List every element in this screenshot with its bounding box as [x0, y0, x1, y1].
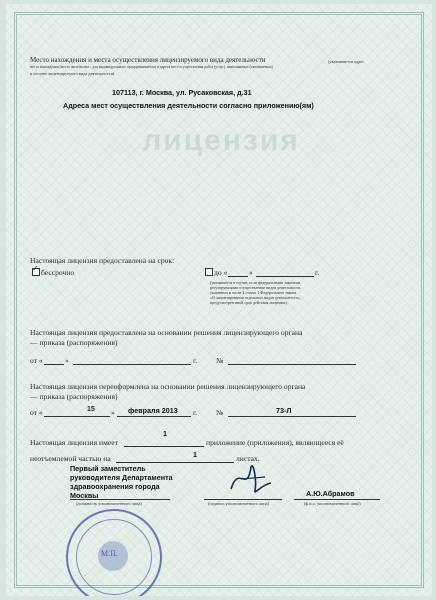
signatory-position-2: руководителя Департамента: [70, 473, 173, 482]
official-seal: [66, 509, 162, 596]
basis-number-label: №: [216, 356, 224, 365]
basis-from-close: »: [65, 356, 69, 365]
appendix-sheets-line: [116, 462, 234, 463]
license-page: [6, 4, 432, 596]
place-hint-1: (указываются адрес: [328, 59, 365, 64]
reissue-number-label: №: [216, 408, 224, 417]
mp-label: М.П.: [101, 549, 118, 558]
basis-number-line: [228, 364, 356, 365]
appendix-sheets: 1: [193, 450, 197, 459]
name-line: [294, 499, 380, 500]
reissue-label-1: Настоящая лицензия переоформлена на основании решения лицензирующего органа: [30, 382, 306, 391]
reissue-label-2: — приказа (распоряжения): [30, 392, 118, 401]
position-line: [70, 499, 170, 500]
basis-label-1: Настоящая лицензия предоставлена на основании решения лицензирующего органа: [30, 328, 303, 337]
basis-label-2: — приказа (распоряжения): [30, 338, 118, 347]
term-note: (указывается в случае, если федеральными законами, регулирующими осуществление видов деятельности, указанных в части 4 статьи 1 Федерального закона «О лицензировании отдельных видов деятельности», предусмотрен иной срок действия лицензии): [210, 280, 302, 305]
address: 107113, г. Москва, ул. Русаковская, д.31: [112, 88, 252, 97]
signatory-position-3: здравоохранения города: [70, 482, 160, 491]
signatory-name: А.Ю.Абрамов: [306, 489, 355, 498]
until-month-line: [256, 276, 314, 277]
signature-line: [204, 499, 282, 500]
reissue-from: от «: [30, 408, 43, 417]
watermark: лицензия: [142, 124, 300, 157]
term-label: Настоящая лицензия предоставлена на срок:: [30, 256, 175, 265]
basis-year: г.: [193, 356, 198, 365]
reissue-day-line: [44, 416, 110, 417]
signature-image: [221, 459, 281, 499]
check-mark-icon: ✓: [32, 264, 39, 273]
reissue-month-year: февраля 2013: [128, 406, 178, 415]
indefinite-label: бессрочно: [41, 268, 75, 277]
reissue-day: 15: [87, 406, 95, 413]
appendix-count-line: [124, 446, 204, 447]
reissue-year: г.: [193, 408, 198, 417]
signature-hint: (подпись уполномоченного лица): [208, 501, 270, 506]
appendix-label-end: приложение (приложения), являющееся её: [206, 438, 344, 447]
until-checkbox[interactable]: [205, 268, 213, 276]
reissue-order-number: 73-Л: [276, 406, 292, 415]
basis-date-line: [73, 364, 191, 365]
until-close: »: [249, 268, 253, 277]
place-hint-2: места нахождения (место жительства – для индивидуального предпринимателя) и адреса мест осуществления работ (услуг), выполняемых (оказываемых): [30, 65, 273, 69]
appendix-line2-start: неотъемлемой частью на: [30, 454, 111, 463]
position-hint: (должность уполномоченного лица): [76, 501, 142, 506]
basis-day-line: [44, 364, 64, 365]
reissue-date-line: [117, 416, 191, 417]
place-hint-3: в составе лицензируемого вида деятельности): [30, 71, 115, 76]
appendix-count: 1: [163, 429, 167, 438]
reissue-from-close: »: [111, 408, 115, 417]
until-year-suffix: г.: [315, 268, 320, 277]
name-hint: (ф.и.о. уполномоченного лица): [304, 501, 361, 506]
reissue-number-line: [228, 416, 356, 417]
addresses-note: Адреса мест осуществления деятельности согласно приложению(ям): [63, 101, 314, 110]
appendix-line2-end: листах.: [236, 454, 260, 463]
place-title: Место нахождения и места осуществления лицензируемого вида деятельности: [30, 56, 266, 64]
signatory-position-4: Москвы: [70, 491, 99, 500]
signatory-position-1: Первый заместитель: [70, 464, 146, 473]
until-day-line: [228, 276, 248, 277]
appendix-label-start: Настоящая лицензия имеет: [30, 438, 118, 447]
basis-from: от «: [30, 356, 43, 365]
until-label: до «: [214, 268, 228, 277]
